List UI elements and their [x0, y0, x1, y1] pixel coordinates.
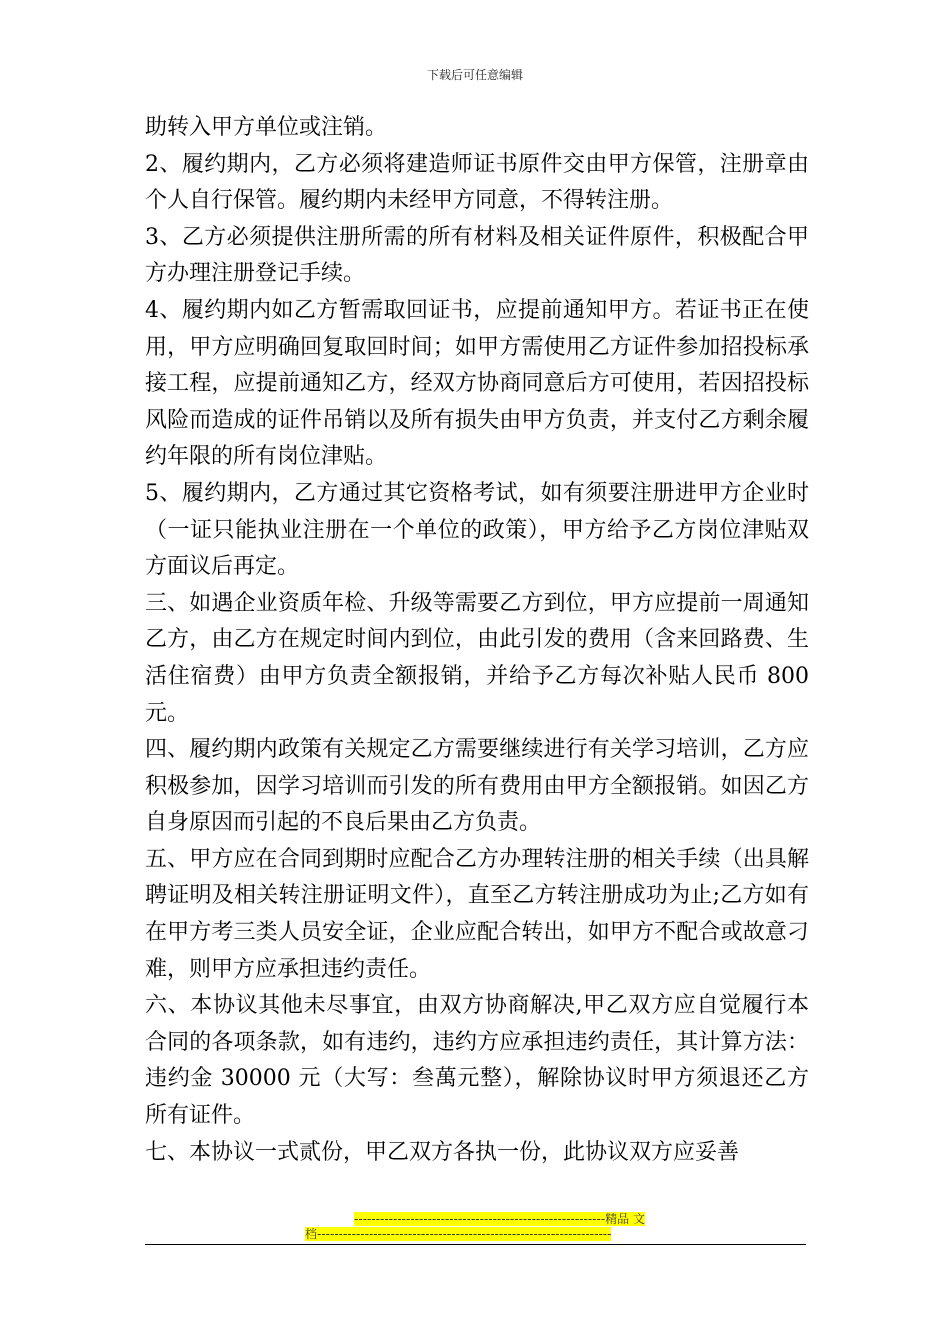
- paragraph: 五、甲方应在合同到期时应配合乙方办理转注册的相关手续（出具解聘证明及相关转注册证明文件），直至乙方转注册成功为止;乙方如有在甲方考三类人员安全证，企业应配合转出，如甲方不配合或故意刁难，则甲方应承担违约责任。: [145, 846, 809, 982]
- paragraph: 4、履约期内如乙方暂需取回证书，应提前通知甲方。若证书正在使用，甲方应明确回复取回时间；如甲方需使用乙方证件参加招投标承接工程，应提前通知乙方，经双方协商同意后方可使用，若因招投标风险而造成的证件吊销以及所有损失由甲方负责，并支付乙方剩余履约年限的所有岗位津贴。: [145, 297, 809, 470]
- paragraph: 5、履约期内，乙方通过其它资格考试，如有须要注册进甲方企业时（一证只能执业注册在一个单位的政策），甲方给予乙方岗位津贴双方面议后再定。: [145, 480, 809, 580]
- footer-banner: [305, 1212, 645, 1242]
- paragraph: 七、本协议一式贰份，甲乙双方各执一份，此协议双方应妥善: [145, 1139, 740, 1165]
- header-note: 下载后可任意编辑: [426, 68, 523, 82]
- footer-line-1: [305, 1212, 645, 1227]
- document-body: [145, 110, 809, 1171]
- footer-line-2-text: 档--------------------------------------------------------------------: [305, 1227, 612, 1241]
- paragraph: 六、本协议其他未尽事宜，由双方协商解决,甲乙双方应自觉履行本合同的各项条款，如有违约，违约方应承担违约责任，其计算方法：违约金 30000 元（大写：叁萬元整），解除协议时甲方须退还乙方所有证件。: [145, 993, 809, 1129]
- paragraph: 2、履约期内，乙方必须将建造师证书原件交由甲方保管，注册章由个人自行保管。履约期内未经甲方同意，不得转注册。: [145, 151, 809, 214]
- paragraph: 四、履约期内政策有关规定乙方需要继续进行有关学习培训，乙方应积极参加，因学习培训而引发的所有费用由甲方全额报销。如因乙方自身原因而引起的不良后果由乙方负责。: [145, 737, 809, 836]
- paragraph: 3、乙方必须提供注册所需的所有材料及相关证件原件，积极配合甲方办理注册登记手续。: [145, 224, 809, 287]
- footer-line-1-text: ----------------------------------------------------------精品 文: [354, 1212, 645, 1226]
- paragraph: 三、如遇企业资质年检、升级等需要乙方到位，甲方应提前一周通知乙方，由乙方在规定时间内到位，由此引发的费用（含来回路费、生活住宿费）由甲方负责全额报销，并给予乙方每次补贴人民币 800 元。: [145, 590, 809, 726]
- footer-line-2: [305, 1227, 645, 1242]
- footer-divider: [145, 1244, 806, 1245]
- paragraph: 助转入甲方单位或注销。: [145, 115, 388, 140]
